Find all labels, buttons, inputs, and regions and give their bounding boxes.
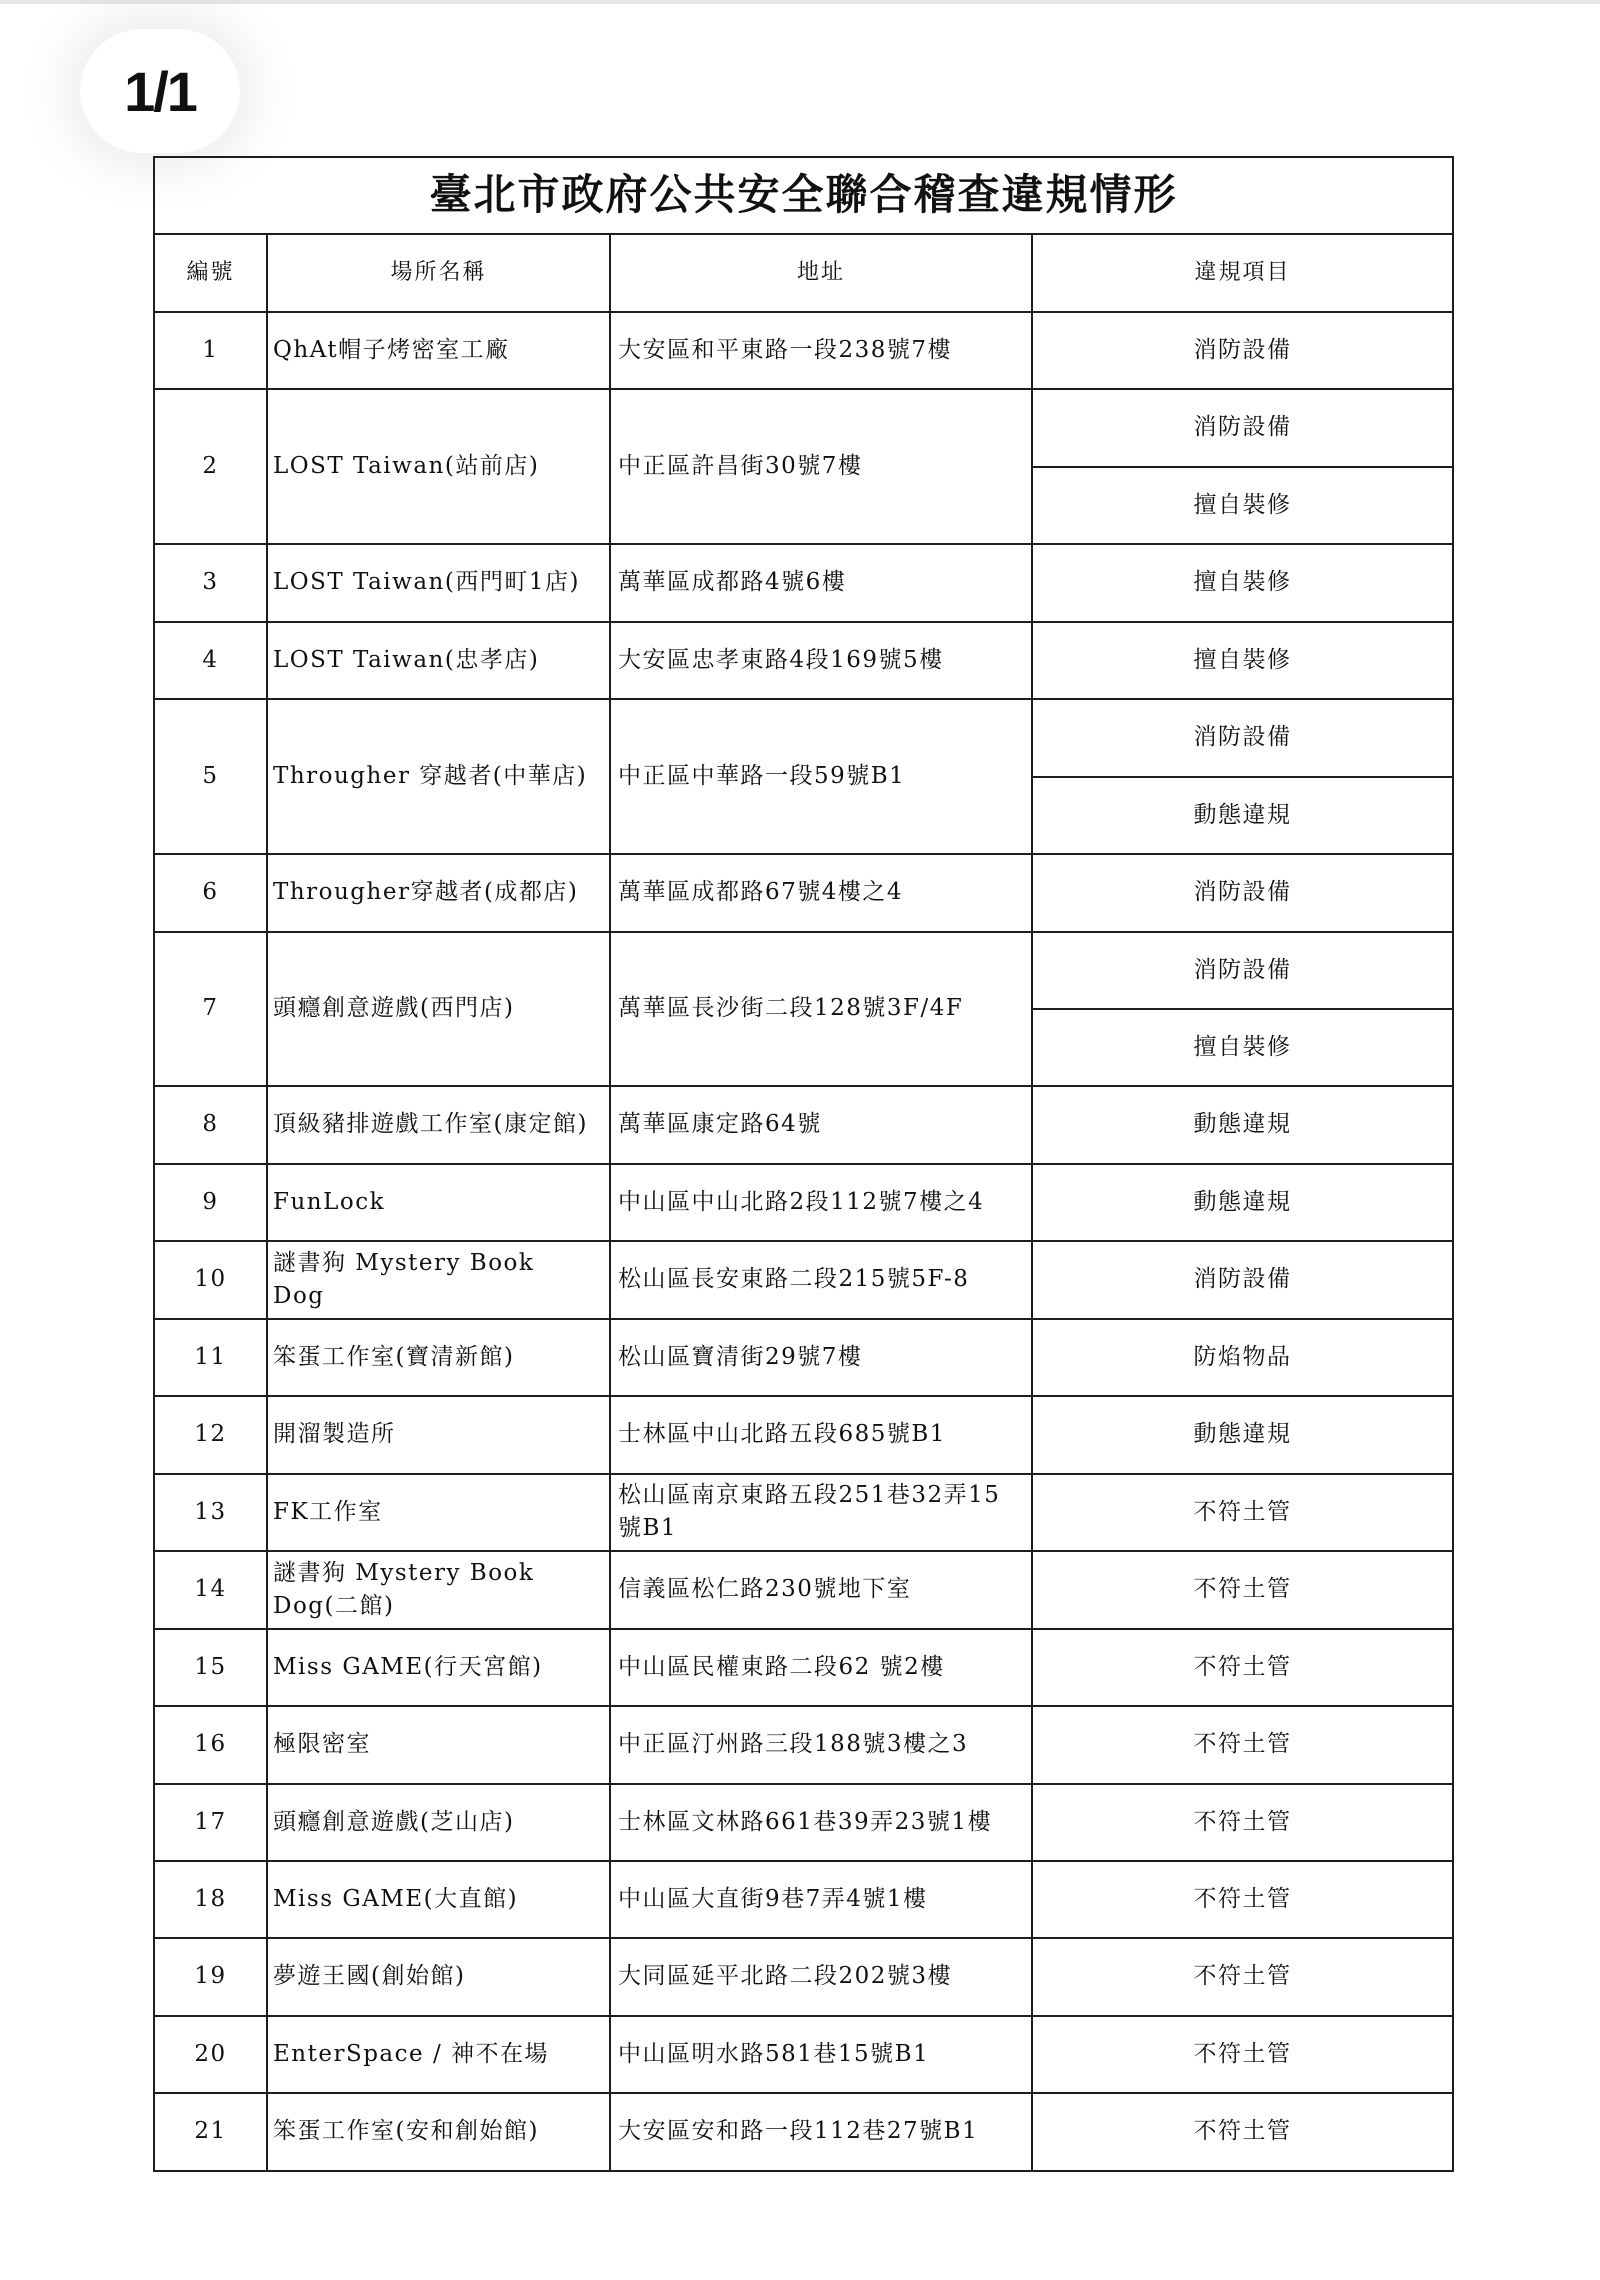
cell-number: 21 <box>154 2093 267 2170</box>
cell-venue-name: Througher穿越者(成都店) <box>267 854 610 931</box>
cell-venue-name: LOST Taiwan(西門町1店) <box>267 544 610 621</box>
cell-address: 中正區中華路一段59號B1 <box>610 699 1032 854</box>
table-row <box>154 389 1453 466</box>
table-row <box>154 1784 1453 1861</box>
table-head <box>154 157 1453 312</box>
cell-address: 士林區中山北路五段685號B1 <box>610 1396 1032 1473</box>
cell-venue-name: 頂級豬排遊戲工作室(康定館) <box>267 1086 610 1163</box>
cell-address: 萬華區長沙街二段128號3F/4F <box>610 932 1032 1087</box>
cell-number: 15 <box>154 1629 267 1706</box>
table-body <box>154 312 1453 2171</box>
cell-address: 大同區延平北路二段202號3樓 <box>610 1938 1032 2015</box>
cell-violation: 擅自裝修 <box>1032 544 1453 621</box>
cell-number: 2 <box>154 389 267 544</box>
table-row <box>154 1861 1453 1938</box>
cell-number: 16 <box>154 1706 267 1783</box>
cell-venue-name: QhAt帽子烤密室工廠 <box>267 312 610 389</box>
table-row <box>154 1551 1453 1628</box>
cell-address: 中山區中山北路2段112號7樓之4 <box>610 1164 1032 1241</box>
cell-venue-name: Miss GAME(行天宮館) <box>267 1629 610 1706</box>
cell-violation: 動態違規 <box>1032 1396 1453 1473</box>
table-row <box>154 2093 1453 2170</box>
cell-address: 中山區民權東路二段62 號2樓 <box>610 1629 1032 1706</box>
cell-violation: 不符土管 <box>1032 1474 1453 1551</box>
page-indicator-label: 1/1 <box>124 59 196 123</box>
cell-violation: 擅自裝修 <box>1032 622 1453 699</box>
cell-address: 大安區忠孝東路4段169號5樓 <box>610 622 1032 699</box>
cell-violation: 消防設備 <box>1032 389 1453 466</box>
cell-address: 大安區和平東路一段238號7樓 <box>610 312 1032 389</box>
table-title: 臺北市政府公共安全聯合稽查違規情形 <box>154 157 1453 234</box>
cell-venue-name: Througher 穿越者(中華店) <box>267 699 610 854</box>
cell-violation: 防焰物品 <box>1032 1319 1453 1396</box>
table-row <box>154 1474 1453 1551</box>
table-row <box>154 699 1453 776</box>
cell-address: 松山區寶清街29號7樓 <box>610 1319 1032 1396</box>
cell-number: 10 <box>154 1241 267 1318</box>
cell-violation: 消防設備 <box>1032 1241 1453 1318</box>
table-row <box>154 1319 1453 1396</box>
table-row <box>154 312 1453 389</box>
cell-venue-name: LOST Taiwan(站前店) <box>267 389 610 544</box>
cell-violation: 消防設備 <box>1032 932 1453 1009</box>
cell-violation: 不符土管 <box>1032 2016 1453 2093</box>
table-row <box>154 2016 1453 2093</box>
cell-venue-name: 頭癮創意遊戲(西門店) <box>267 932 610 1087</box>
table-row <box>154 1164 1453 1241</box>
table-row <box>154 544 1453 621</box>
cell-number: 6 <box>154 854 267 931</box>
cell-address: 中山區明水路581巷15號B1 <box>610 2016 1032 2093</box>
cell-venue-name: 笨蛋工作室(安和創始館) <box>267 2093 610 2170</box>
cell-number: 19 <box>154 1938 267 2015</box>
cell-address: 松山區長安東路二段215號5F-8 <box>610 1241 1032 1318</box>
cell-venue-name: Miss GAME(大直館) <box>267 1861 610 1938</box>
cell-violation: 消防設備 <box>1032 854 1453 931</box>
table-row <box>154 1938 1453 2015</box>
cell-number: 12 <box>154 1396 267 1473</box>
header-cell-number: 編號 <box>154 234 267 311</box>
viewer-top-edge <box>0 0 1600 4</box>
cell-venue-name: EnterSpace / 神不在場 <box>267 2016 610 2093</box>
header-cell-venue-name: 場所名稱 <box>267 234 610 311</box>
cell-violation: 動態違規 <box>1032 1164 1453 1241</box>
cell-venue-name: 極限密室 <box>267 1706 610 1783</box>
cell-number: 4 <box>154 622 267 699</box>
header-row <box>154 234 1453 311</box>
cell-address: 中山區大直街9巷7弄4號1樓 <box>610 1861 1032 1938</box>
header-cell-violation: 違規項目 <box>1032 234 1453 311</box>
cell-violation: 不符土管 <box>1032 1938 1453 2015</box>
cell-number: 18 <box>154 1861 267 1938</box>
table-row <box>154 1086 1453 1163</box>
cell-violation: 擅自裝修 <box>1032 1009 1453 1086</box>
cell-address: 士林區文林路661巷39弄23號1樓 <box>610 1784 1032 1861</box>
cell-address: 大安區安和路一段112巷27號B1 <box>610 2093 1032 2170</box>
cell-number: 17 <box>154 1784 267 1861</box>
cell-venue-name: 開溜製造所 <box>267 1396 610 1473</box>
cell-venue-name: 謎書狗 Mystery Book Dog <box>267 1241 610 1318</box>
cell-violation: 不符土管 <box>1032 2093 1453 2170</box>
violation-table <box>153 156 1454 2172</box>
cell-venue-name: LOST Taiwan(忠孝店) <box>267 622 610 699</box>
title-row <box>154 157 1453 234</box>
cell-venue-name: FunLock <box>267 1164 610 1241</box>
cell-number: 7 <box>154 932 267 1087</box>
cell-address: 萬華區成都路67號4樓之4 <box>610 854 1032 931</box>
table-row <box>154 1241 1453 1318</box>
cell-number: 5 <box>154 699 267 854</box>
cell-number: 14 <box>154 1551 267 1628</box>
table-row <box>154 1396 1453 1473</box>
cell-address: 中正區許昌街30號7樓 <box>610 389 1032 544</box>
cell-address: 信義區松仁路230號地下室 <box>610 1551 1032 1628</box>
cell-number: 3 <box>154 544 267 621</box>
cell-violation: 擅自裝修 <box>1032 467 1453 544</box>
table-row <box>154 932 1453 1009</box>
cell-venue-name: 謎書狗 Mystery Book Dog(二館) <box>267 1551 610 1628</box>
table-row <box>154 854 1453 931</box>
cell-violation: 不符土管 <box>1032 1861 1453 1938</box>
cell-number: 13 <box>154 1474 267 1551</box>
cell-number: 1 <box>154 312 267 389</box>
page-indicator <box>80 29 240 153</box>
cell-violation: 不符土管 <box>1032 1551 1453 1628</box>
header-cell-address: 地址 <box>610 234 1032 311</box>
cell-violation: 不符土管 <box>1032 1629 1453 1706</box>
cell-violation: 不符土管 <box>1032 1706 1453 1783</box>
cell-violation: 消防設備 <box>1032 312 1453 389</box>
table-row <box>154 1629 1453 1706</box>
cell-number: 11 <box>154 1319 267 1396</box>
cell-violation: 動態違規 <box>1032 777 1453 854</box>
cell-violation: 不符土管 <box>1032 1784 1453 1861</box>
table-row <box>154 1706 1453 1783</box>
cell-address: 萬華區康定路64號 <box>610 1086 1032 1163</box>
cell-venue-name: 頭癮創意遊戲(芝山店) <box>267 1784 610 1861</box>
cell-venue-name: FK工作室 <box>267 1474 610 1551</box>
table-row <box>154 622 1453 699</box>
cell-violation: 動態違規 <box>1032 1086 1453 1163</box>
cell-venue-name: 笨蛋工作室(寶清新館) <box>267 1319 610 1396</box>
cell-number: 20 <box>154 2016 267 2093</box>
cell-number: 8 <box>154 1086 267 1163</box>
cell-venue-name: 夢遊王國(創始館) <box>267 1938 610 2015</box>
cell-violation: 消防設備 <box>1032 699 1453 776</box>
cell-address: 中正區汀州路三段188號3樓之3 <box>610 1706 1032 1783</box>
cell-address: 萬華區成都路4號6樓 <box>610 544 1032 621</box>
cell-number: 9 <box>154 1164 267 1241</box>
cell-address: 松山區南京東路五段251巷32弄15號B1 <box>610 1474 1032 1551</box>
